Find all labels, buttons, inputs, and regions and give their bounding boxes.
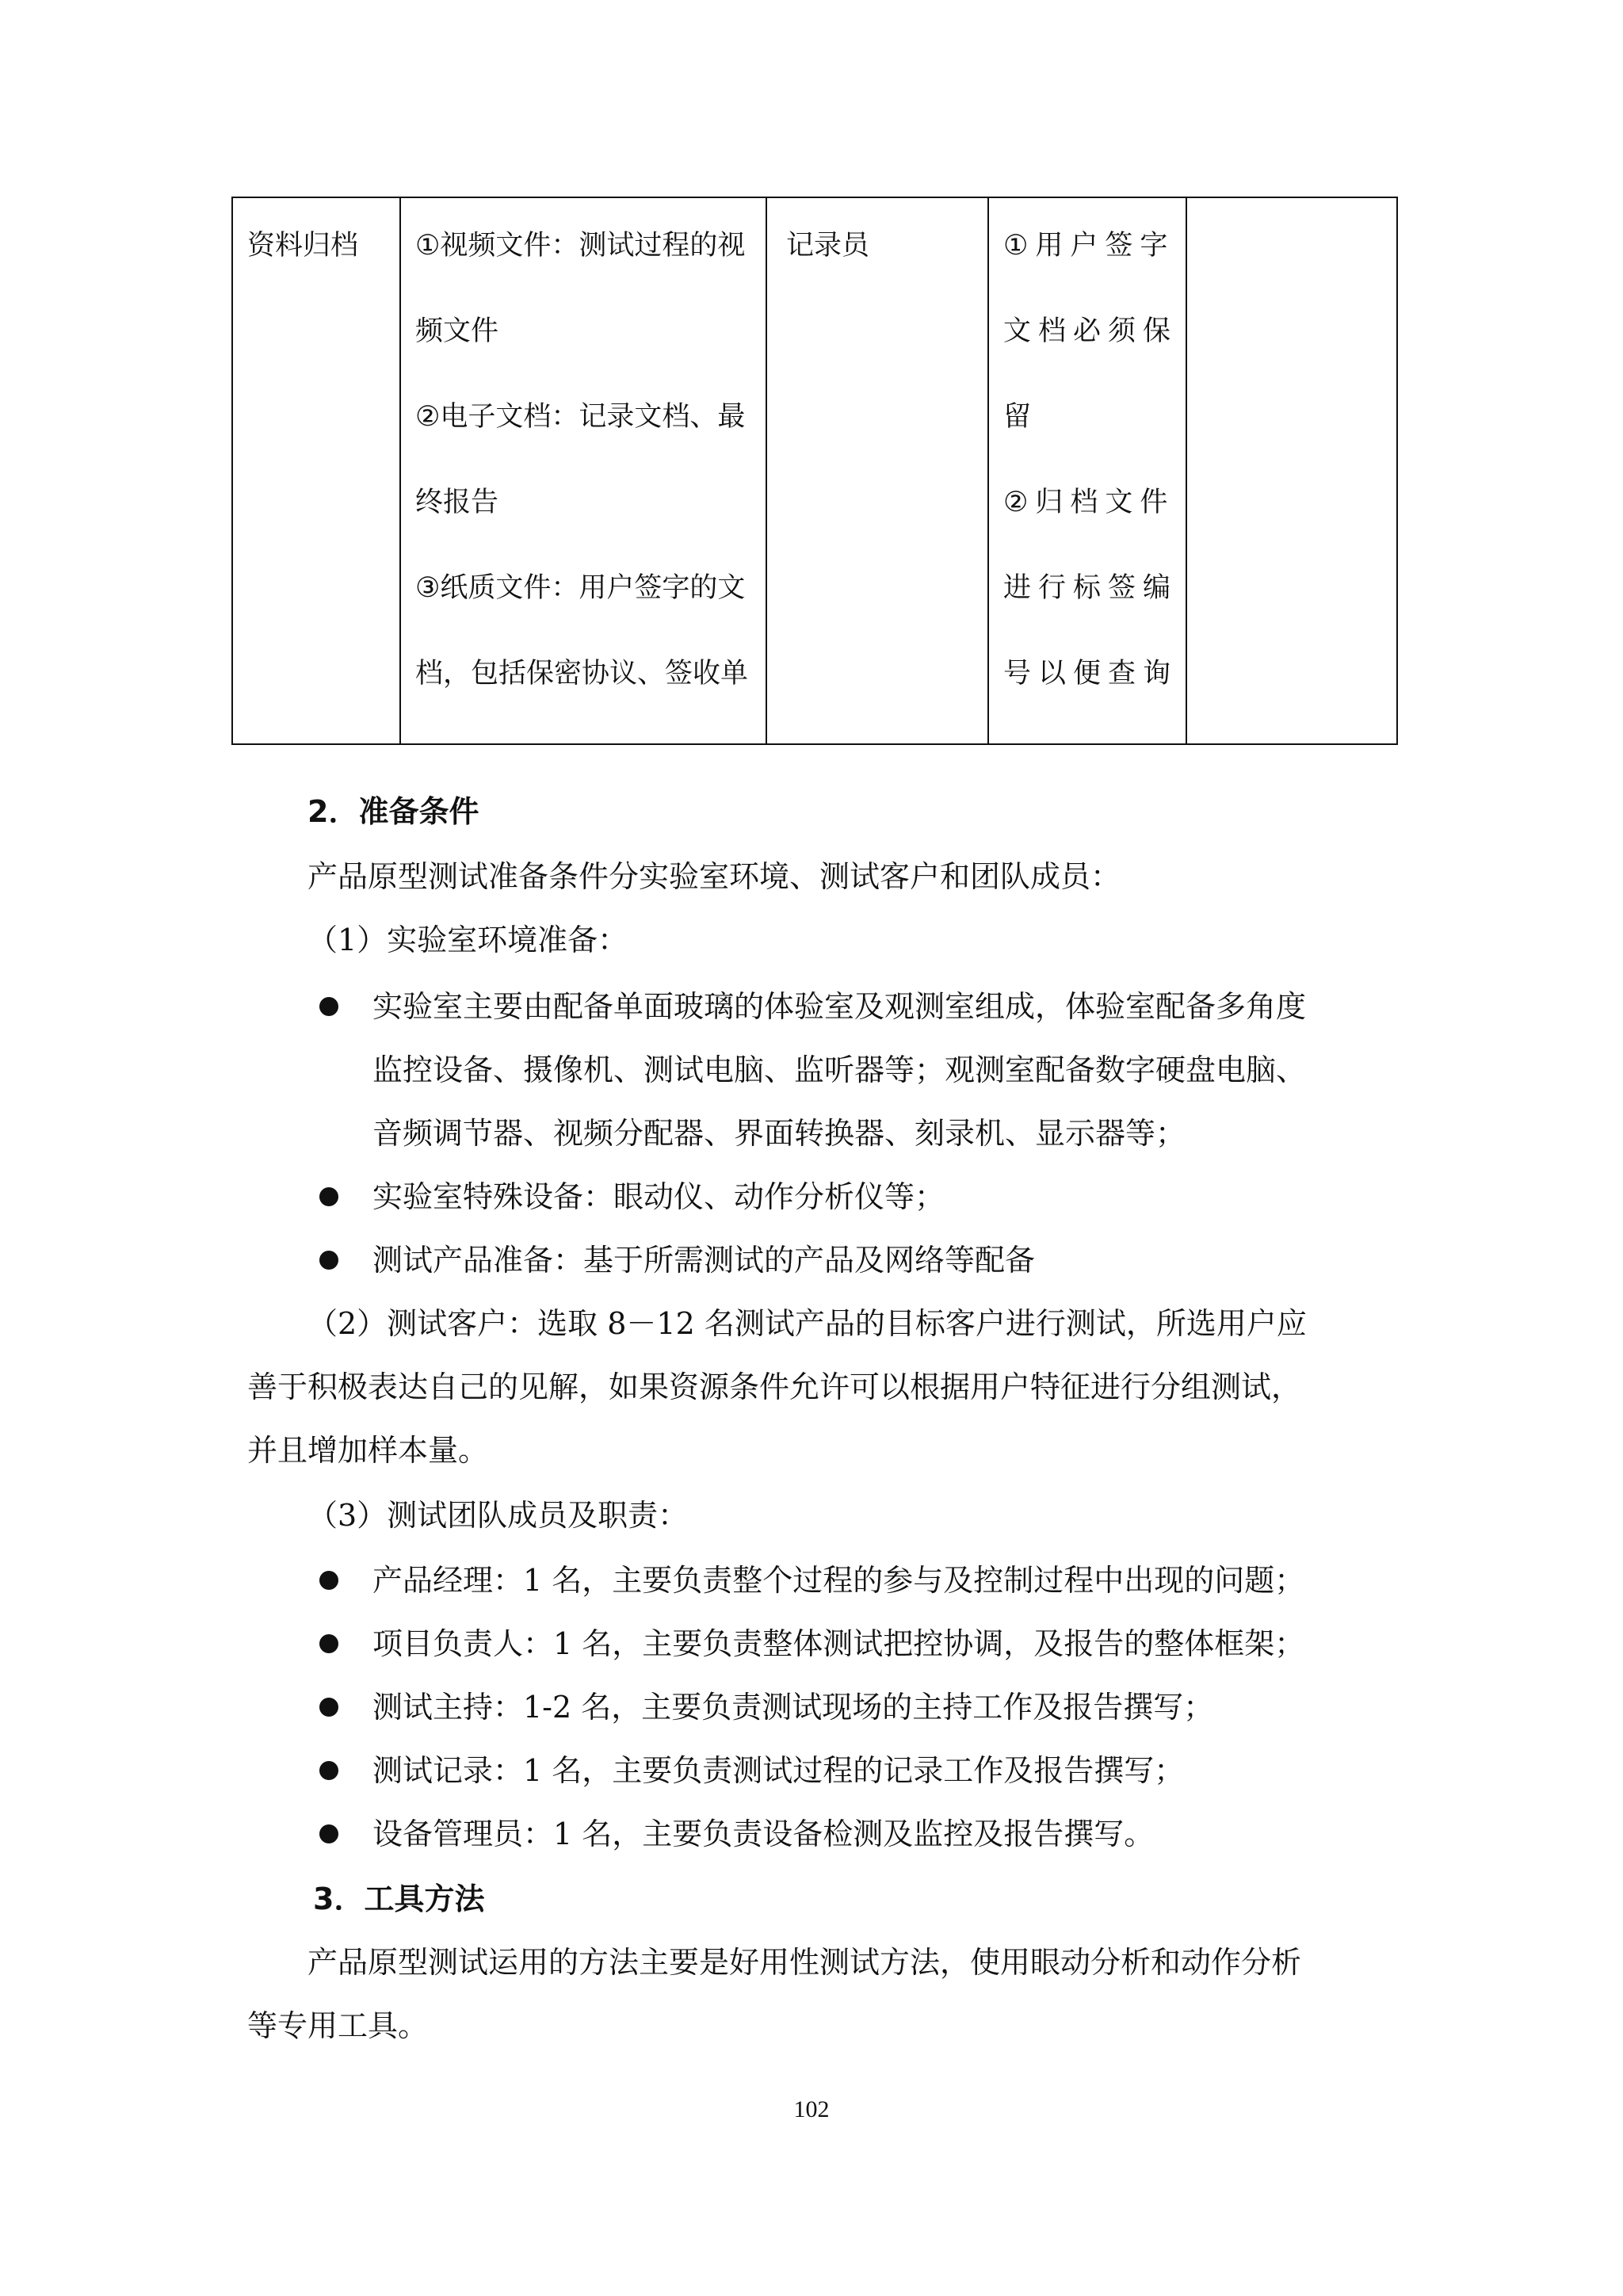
table-cell-category [232, 197, 400, 744]
table-text: 文档必须保 [1003, 315, 1178, 347]
table-text: ③纸质文件：用户签字的文 [415, 572, 746, 604]
list-item: 实验室特殊设备：眼动仪、动作分析仪等； [372, 1179, 945, 1214]
list-item: 实验室主要由配备单面玻璃的体验室及观测室组成，体验室配备多角度 [372, 989, 1307, 1024]
list-item-continuation: 监控设备、摄像机、测试电脑、监听器等；观测室配备数字硬盘电脑、 [372, 1052, 1307, 1087]
bullet-icon [319, 1824, 338, 1843]
table-text: 记录员 [786, 230, 870, 262]
bullet-icon [319, 1761, 338, 1780]
paragraph: 善于积极表达自己的见解，如果资源条件允许可以根据用户特征进行分组测试， [247, 1370, 1302, 1404]
paragraph: 产品原型测试运用的方法主要是好用性测试方法，使用眼动分析和动作分析 [307, 1945, 1302, 1980]
bullet-icon [319, 1187, 338, 1206]
bullet-icon [319, 1571, 338, 1590]
list-item-continuation: 音频调节器、视频分配器、界面转换器、刻录机、显示器等； [372, 1116, 1186, 1151]
paragraph: 并且增加样本量。 [247, 1433, 489, 1468]
list-item: 设备管理员：1 名，主要负责设备检测及监控及报告撰写。 [372, 1817, 1155, 1851]
bullet-icon [319, 997, 338, 1016]
archive-table [231, 197, 1398, 745]
list-item: 测试主持：1-2 名，主要负责测试现场的主持工作及报告撰写； [372, 1690, 1214, 1725]
table-text: 终报告 [415, 487, 499, 518]
table-text: ①视频文件：测试过程的视 [415, 230, 746, 262]
table-text: 频文件 [415, 315, 499, 347]
paragraph: 产品原型测试准备条件分实验室环境、测试客户和团队成员： [307, 859, 1121, 894]
table-text: 资料归档 [247, 230, 359, 262]
paragraph: 等专用工具。 [247, 2008, 429, 2043]
table-text: ②归档文件 [1003, 487, 1175, 518]
table-text: 号以便查询 [1003, 658, 1178, 690]
section-heading: 3．工具方法 [313, 1881, 485, 1916]
table-text: 档，包括保密协议、签收单 [415, 658, 749, 690]
list-item: 测试产品准备：基于所需测试的产品及网络等配备 [372, 1243, 1036, 1278]
bullet-icon [319, 1698, 338, 1717]
list-item: 产品经理：1 名，主要负责整个过程的参与及控制过程中出现的问题； [372, 1563, 1305, 1598]
paragraph: （2）测试客户：选取 8－12 名测试产品的目标客户进行测试，所选用户应 [307, 1306, 1307, 1341]
list-item: 项目负责人：1 名，主要负责整体测试把控协调，及报告的整体框架； [372, 1626, 1305, 1661]
table-cell-owner [766, 197, 988, 744]
table-text: 留 [1003, 401, 1039, 433]
table-row [232, 197, 1397, 744]
table-cell-notes [988, 197, 1186, 744]
bullet-icon [319, 1634, 338, 1653]
subheading: （3）测试团队成员及职责： [307, 1498, 689, 1533]
page-number: 102 [793, 2096, 830, 2122]
table-cell-content [400, 197, 766, 744]
table-cell-empty [1186, 197, 1397, 744]
bullet-icon [319, 1251, 338, 1270]
table-text: ②电子文档：记录文档、最 [415, 401, 746, 433]
table-text: 进行标签编 [1003, 572, 1178, 604]
section-heading: 2．准备条件 [307, 794, 479, 829]
list-item: 测试记录：1 名，主要负责测试过程的记录工作及报告撰写； [372, 1753, 1185, 1788]
subheading: （1）实验室环境准备： [307, 923, 628, 957]
table-text: ①用户签字 [1003, 230, 1175, 262]
